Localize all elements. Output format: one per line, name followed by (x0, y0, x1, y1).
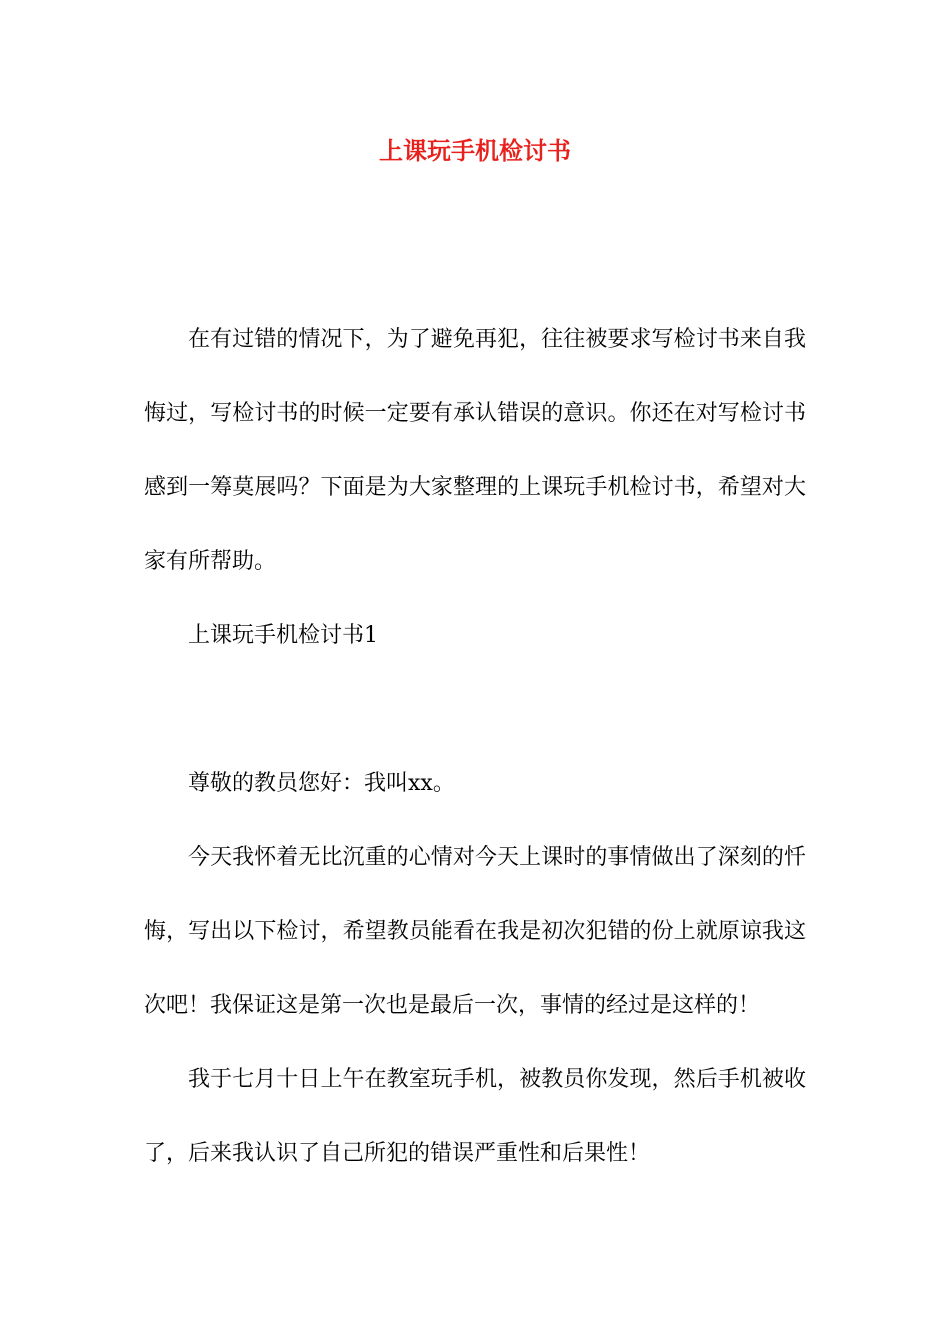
section-heading: 上课玩手机检讨书1 (188, 623, 378, 648)
document-body (144, 303, 806, 1191)
salutation-paragraph: 尊敬的教员您好：我叫xx。 (188, 771, 455, 796)
body-paragraph-2: 我于七月十日上午在教室玩手机，被教员你发现，然后手机被收了，后来我认识了自己所犯的错误严重性和后果性！ (144, 1067, 806, 1166)
document-title: 上课玩手机检讨书 (379, 136, 571, 165)
intro-paragraph: 在有过错的情况下，为了避免再犯，往往被要求写检讨书来自我悔过，写检讨书的时候一定要有承认错误的意识。你还在对写检讨书感到一筹莫展吗？下面是为大家整理的上课玩手机检讨书，希望对大家有所帮助。 (144, 327, 806, 574)
body-paragraph-1: 今天我怀着无比沉重的心情对今天上课时的事情做出了深刻的忏悔，写出以下检讨，希望教员能看在我是初次犯错的份上就原谅我这次吧！我保证这是第一次也是最后一次，事情的经过是这样的！ (144, 845, 806, 1018)
blank-line (144, 673, 806, 747)
